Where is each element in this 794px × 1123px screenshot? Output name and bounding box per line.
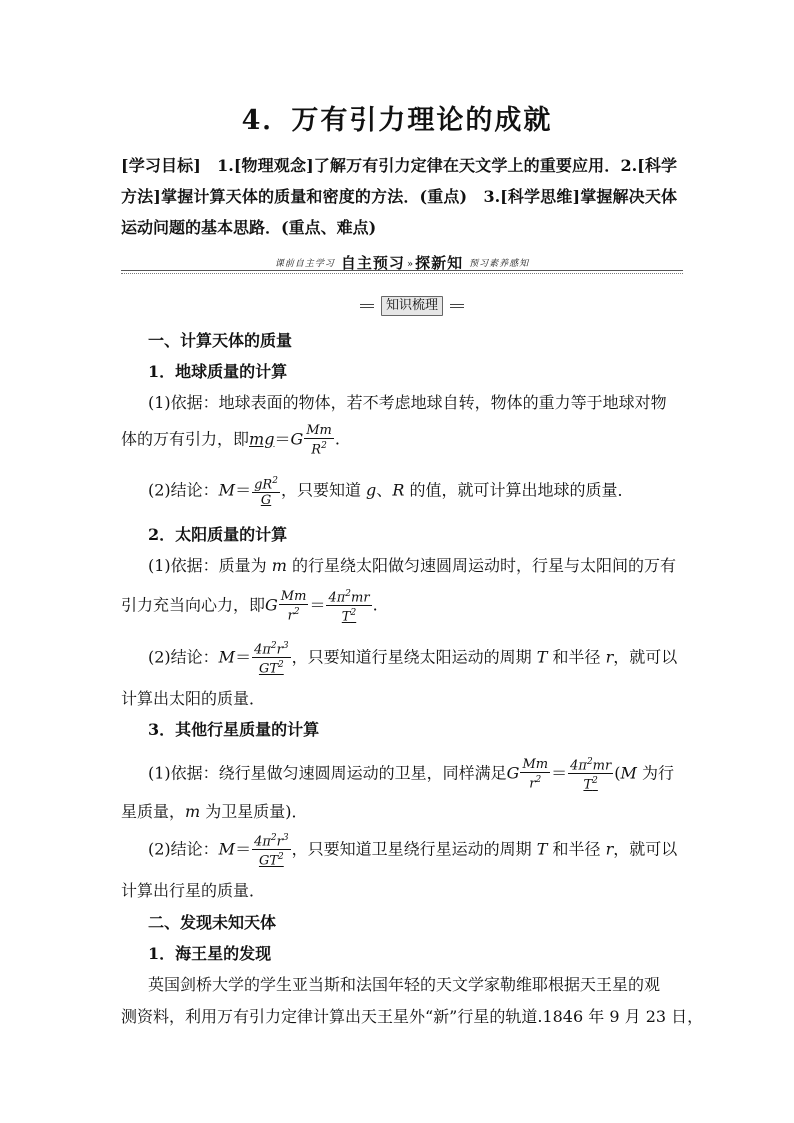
paragraph-text: (1)依据：绕行星做匀速圆周运动的卫星，同样满足 (148, 763, 507, 783)
section-heading-2: 二、发现未知天体 (148, 913, 277, 932)
banner-left-label: 课前自主学习 (274, 259, 335, 269)
subheading-2-1: 1．海王星的发现 (148, 944, 272, 963)
fraction: $\frac{4\pi^2mr}{T^2}$ (328, 589, 370, 625)
paragraph-text: (1)依据：质量为 (148, 556, 267, 575)
paragraph-line: 计算出行星的质量． (121, 881, 266, 900)
paragraph-line: 计算出太阳的质量． (121, 689, 266, 708)
formula-line: (2)结论：M＝ $\frac{4\pi^2r^3}{GT^2}$ ，只要知道卫星绕行星运动的周期 T 和半径 r，就可以 (148, 833, 678, 869)
paragraph-text: 为行 (641, 763, 674, 783)
formula-text: M (218, 839, 236, 859)
paragraph-text: 和半径 (552, 839, 601, 859)
paragraph-text: 和半径 (552, 647, 601, 667)
box-title-right-lines (450, 304, 464, 308)
formula-text: M (620, 763, 637, 783)
paragraph-text: (2)结论： (148, 647, 219, 667)
formula-line: 引力充当向心力，即G $\frac{Mm}{r^2}$ ＝ $\frac{4\pi^2mr}{T^2}$ . (121, 588, 378, 625)
formula-text: T (536, 839, 548, 859)
paragraph-text: 的值，就可计算出地球的质量． (409, 480, 634, 500)
paragraph-text: (2)结论： (148, 480, 219, 500)
knowledge-box-title (360, 296, 464, 314)
subheading-1-3: 3．其他行星质量的计算 (148, 720, 320, 739)
paragraph-text: ，只要知道 (280, 480, 361, 500)
formula-text: r (605, 647, 614, 667)
fraction: $\frac{gR^2}{G}$ (254, 476, 278, 509)
banner-dotted-rule (121, 273, 683, 274)
fraction: $\frac{Mm}{r^2}$ (522, 756, 549, 791)
paragraph-line: 英国剑桥大学的学生亚当斯和法国年轻的天文学家勒维耶根据天王星的观 (148, 975, 661, 994)
paragraph-line (121, 799, 677, 822)
paragraph-text: 星质量， (121, 802, 186, 821)
paragraph-text: 引力充当向心力，即 (121, 595, 266, 615)
paragraph-text: ，只要知道行星绕太阳运动的周期 (291, 647, 532, 667)
formula-text: g (366, 480, 377, 500)
box-title-left-lines (360, 304, 374, 308)
formula-text: G (506, 763, 520, 783)
section-banner (121, 252, 683, 274)
formula-text: M (218, 647, 236, 667)
formula-text: R (392, 480, 405, 500)
banner-heading-2: 探新知 (415, 254, 464, 272)
formula-text: m (185, 802, 201, 821)
banner-text (121, 252, 683, 273)
paragraph-text: ，只要知道卫星绕行星运动的周期 (291, 839, 532, 859)
subheading-1-2: 2．太阳质量的计算 (148, 525, 288, 544)
fraction: $\frac{Mm}{R^2}$ (306, 423, 332, 458)
fraction: $\frac{4\pi^2mr}{T^2}$ (570, 757, 612, 793)
formula-line: (1)依据：绕行星做匀速圆周运动的卫星，同样满足G $\frac{Mm}{r^2}$ ＝ $\frac{4\pi^2mr}{T^2}$ (M 为行 (148, 756, 674, 793)
banner-heading-1: 自主预习 (340, 254, 405, 272)
paragraph-text: 为卫星质量)． (205, 802, 308, 821)
paragraph-text: 体的万有引力，即 (121, 429, 250, 449)
fraction: $\frac{Mm}{r^2}$ (280, 588, 307, 623)
formula-text: r (605, 839, 614, 859)
formula-line: (2)结论：M＝ $\frac{4\pi^2r^3}{GT^2}$ ，只要知道行星绕太阳运动的周期 T 和半径 r，就可以 (148, 641, 678, 677)
formula-text: m (271, 556, 287, 575)
box-title-label: 知识梳理 (381, 296, 443, 316)
formula-text: G (290, 429, 304, 449)
paragraph-line (148, 553, 678, 576)
formula-text: G (265, 595, 278, 615)
fraction: $\frac{4\pi^2r^3}{GT^2}$ (254, 641, 289, 677)
paragraph-line: (1)依据：地球表面的物体，若不考虑地球自转，物体的重力等于地球对物 (148, 393, 667, 412)
paragraph-text: (2)结论： (148, 839, 219, 859)
section-heading-1: 一、计算天体的质量 (148, 331, 293, 350)
formula-line: (2)结论：M＝ $\frac{gR^2}{G}$ ，只要知道 g、R 的值，就可计算出地球的质量． (148, 476, 634, 509)
paragraph-text: ，就可以 (613, 839, 678, 859)
formula-text: T (536, 647, 548, 667)
double-chevron-icon: » (406, 259, 414, 270)
banner-right-label: 预习素养感知 (469, 259, 530, 269)
formula-line: 体的万有引力，即mg＝G $\frac{Mm}{R^2}$ . (121, 423, 340, 458)
fraction: $\frac{4\pi^2r^3}{GT^2}$ (254, 833, 289, 869)
paragraph-line: 测资料，利用万有引力定律计算出天王星外“新”行星的轨道.1846 年 9 月 23 日， (121, 1007, 704, 1026)
paragraph-text: 的行星绕太阳做匀速圆周运动时，行星与太阳间的万有 (292, 556, 677, 575)
formula-text: mg (249, 429, 275, 449)
formula-text: M (218, 480, 236, 500)
paragraph-text: ，就可以 (613, 647, 678, 667)
page-title: 4．万有引力理论的成就 (241, 105, 553, 136)
subheading-1-1: 1．地球质量的计算 (148, 362, 288, 381)
learning-objectives: [学习目标] 1.[物理观念]了解万有引力定律在天文学上的重要应用．2.[科学方法]掌握计算天体的质量和密度的方法．(重点) 3.[科学思维]掌握解决天体运动问题的基本思路．(重点、难点) (121, 156, 677, 237)
